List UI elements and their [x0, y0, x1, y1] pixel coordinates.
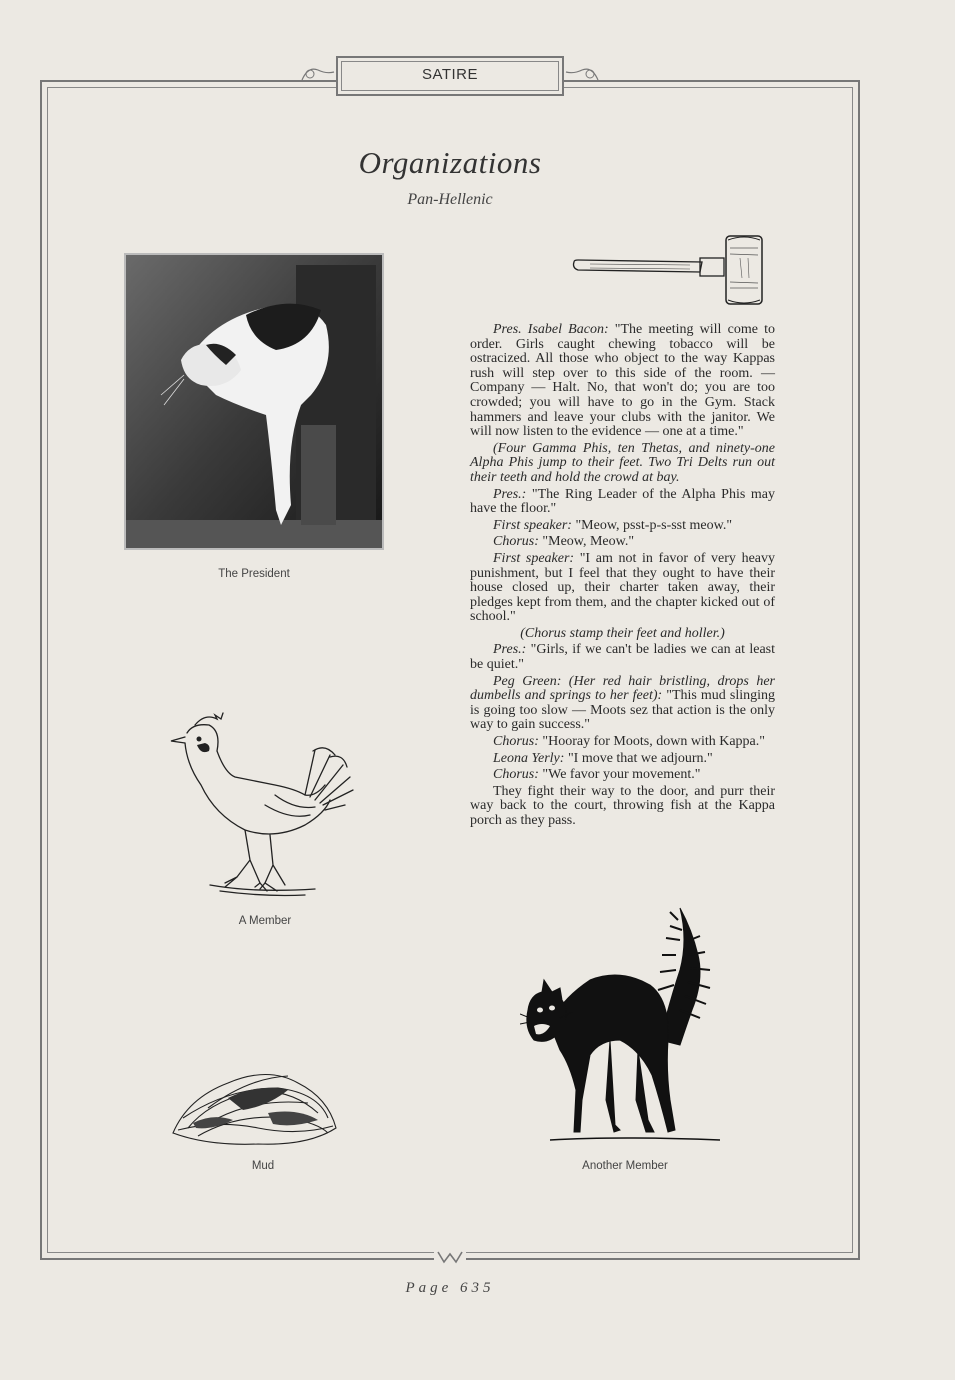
- dialogue-line: "Meow, Meow.": [538, 534, 635, 550]
- paragraph-6: [470, 552, 775, 625]
- speaker-label: Chorus:: [493, 534, 539, 550]
- page-title: Organizations: [358, 145, 542, 180]
- president-photo: [124, 253, 384, 550]
- section-header: SATIRE: [421, 66, 479, 83]
- dialogue-text: [470, 323, 775, 831]
- dialogue-line: "Meow, psst-p-s-sst meow.": [571, 517, 733, 533]
- speaker-label: Peg Green: (Her red hair bristling, drops her dumbells and springs to her feet):: [470, 673, 775, 704]
- stage-direction: (Chorus stamp their feet and holler.): [520, 625, 725, 641]
- speaker-label: First speaker:: [493, 517, 572, 533]
- w-ornament: [434, 1248, 466, 1266]
- stage-direction: (Four Gamma Phis, ten Thetas, and ninety-one Alpha Phis jump to their feet. Two Tri Delts run out their teeth and hold the crowd at bay.: [470, 440, 775, 485]
- paragraph-10: [470, 735, 775, 750]
- paragraph-1: [470, 323, 775, 440]
- chicken-illustration: [165, 705, 360, 905]
- member-caption: A Member: [238, 915, 292, 927]
- another-member-caption: Another Member: [582, 1160, 668, 1172]
- paragraph-8: [470, 643, 775, 672]
- mud-illustration: [168, 1058, 343, 1153]
- mud-caption: Mud: [251, 1160, 275, 1172]
- paragraph-4: [470, 519, 775, 534]
- paragraph-5: [470, 535, 775, 550]
- dialogue-line: "We favor your movement.": [538, 767, 701, 783]
- paragraph-3: [470, 488, 775, 517]
- dialogue-line: "The Ring Leader of the Alpha Phis may have the floor.": [470, 486, 775, 517]
- dialogue-line: "Hooray for Moots, down with Kappa.": [538, 734, 765, 750]
- president-caption: The President: [218, 568, 290, 580]
- speaker-label: Leona Yerly:: [493, 750, 565, 766]
- speaker-label: Pres.:: [493, 642, 527, 658]
- dialogue-line: "I move that we adjourn.": [564, 750, 713, 766]
- speaker-label: Chorus:: [493, 767, 539, 783]
- speaker-label: Chorus:: [493, 734, 539, 750]
- scroll-ornament-right: [564, 62, 600, 82]
- speaker-label: First speaker:: [493, 550, 575, 566]
- dialogue-line: "The meeting will come to order. Girls caught chewing tobacco will be ostracized. All those who object to the way Kappas rush will step over to this side of the room. — Company — Halt. No, that won't do; you are too crowded; you will have to go in the Gym. Stack hammers and leave your clubs with the janitor. We will now listen to the evidence — one at a time.": [470, 322, 775, 440]
- paragraph-2: [470, 442, 775, 486]
- paragraph-13: [470, 785, 775, 829]
- page-number: Page 635: [405, 1280, 495, 1296]
- paragraph-12: [470, 768, 775, 783]
- paragraph-9: [470, 675, 775, 733]
- dialogue-line: "This mud slinging is going too slow — Moots sez that action is the only way to gain success.": [470, 688, 775, 733]
- black-cat-illustration: [520, 900, 730, 1150]
- dialogue-line: "I am not in favor of very heavy punishment, but I feel that they ought to have their house closed up, their charter taken away, their pledges kept from them, and the chapter kicked out of school.": [470, 550, 775, 625]
- page-subtitle: Pan-Hellenic: [407, 191, 493, 208]
- scroll-ornament-left: [300, 62, 336, 82]
- dialogue-line: They fight their way to the door, and purr their way back to the court, throwing fish at the Kappa porch as they pass.: [470, 783, 775, 828]
- speaker-label: Pres. Isabel Bacon:: [493, 322, 609, 337]
- paragraph-11: [470, 752, 775, 767]
- speaker-label: Pres.:: [493, 486, 527, 502]
- gavel-illustration: [570, 228, 780, 308]
- dialogue-line: "Girls, if we can't be ladies we can at least be quiet.": [470, 642, 775, 673]
- paragraph-7: [470, 627, 775, 642]
